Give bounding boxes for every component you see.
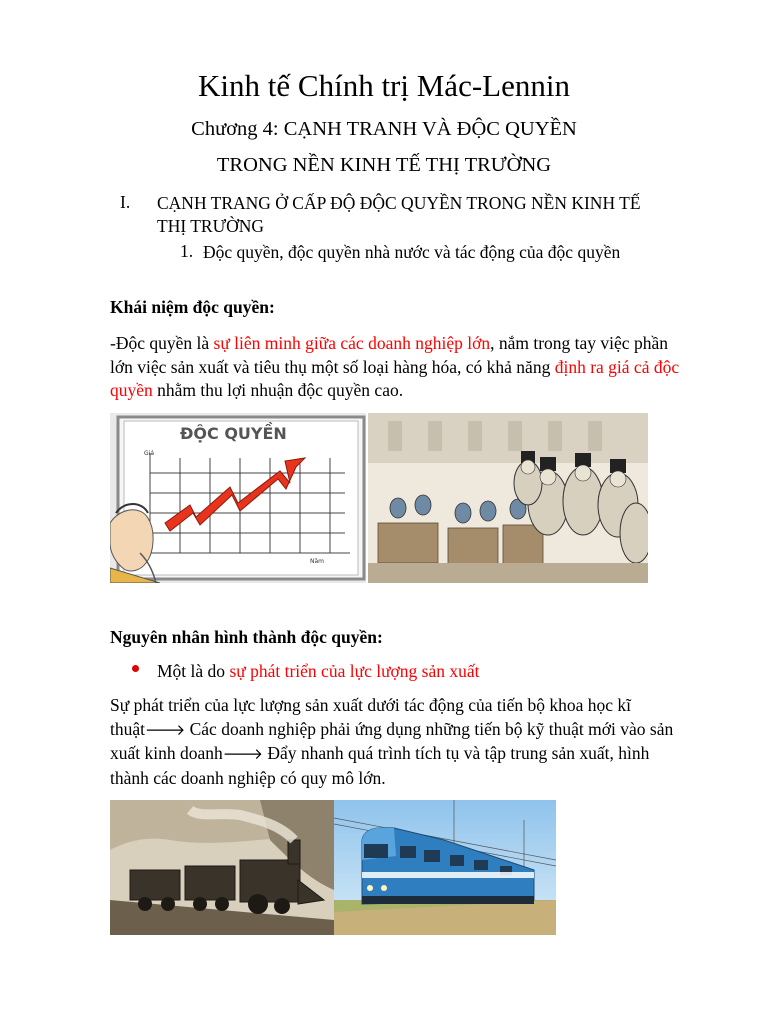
section-heading: CẠNH TRANG Ở CẤP ĐỘ ĐỘC QUYỀN TRONG NỀN KINH TẾ THỊ TRƯỜNG <box>157 193 641 236</box>
right-arrow-icon: 🡒 <box>145 720 186 739</box>
subsection-heading: Độc quyền, độc quyền nhà nước và tác động của độc quyền <box>203 242 621 262</box>
concept-text-2: , nắm trong tay việc phần lớn việc sản xuất và tiêu thụ một số loại hàng hóa, có khả năng <box>110 333 668 377</box>
concept-text-3: nhằm thu lợi nhuận độc quyền cao. <box>152 380 404 400</box>
concept-heading: Khái niệm độc quyền: <box>110 297 275 317</box>
cause-bullet <box>157 661 480 682</box>
causes-text-3: Đẩy nhanh quá trình tích tụ và tập trung sản xuất, hình thành các doanh nghiệp có quy mô lớn. <box>110 743 650 788</box>
chart-title: ĐỘC QUYỀN <box>180 424 287 443</box>
chart-x-label: Năm <box>310 558 325 565</box>
chapter-title-line-1: Chương 4: CẠNH TRANH VÀ ĐỘC QUYỀN <box>191 118 577 140</box>
causes-paragraph <box>110 694 690 790</box>
concept-highlight-1: sự liên minh giữa các doanh nghiệp lớn <box>213 333 491 353</box>
steam-train-image <box>110 800 334 935</box>
chart-y-label: Giá <box>144 450 154 457</box>
cause-bullet-text: Một là do <box>157 661 230 681</box>
electric-train-image <box>334 800 556 935</box>
causes-heading: Nguyên nhân hình thành độc quyền: <box>110 627 383 647</box>
subsection-number: 1. <box>180 241 194 261</box>
section-number: I. <box>120 192 131 212</box>
monopoly-chart-image <box>110 413 366 583</box>
causes-text-1: Sự phát triển của lực lượng sản xuất dưới tác động của tiến bộ khoa học kĩ thuật <box>110 695 632 739</box>
steam-train-illustration <box>110 800 334 935</box>
concept-highlight-2: định ra giá cả độc quyền <box>110 356 680 400</box>
concept-paragraph <box>110 332 690 403</box>
chapter-title-line-2: TRONG NỀN KINH TẾ THỊ TRƯỜNG <box>216 154 552 176</box>
electric-train-illustration <box>334 800 556 935</box>
right-arrow-icon: 🡒 <box>222 745 263 763</box>
causes-text-2: Các doanh nghiệp phải ứng dụng những tiến bộ kỹ thuật mới vào sản xuất kinh doanh <box>110 718 674 763</box>
monopoly-chart-illustration <box>110 413 366 583</box>
cause-bullet-highlight: sự phát triển của lực lượng sản xuất <box>229 661 480 681</box>
senate-cartoon-image <box>368 413 648 583</box>
bullet-icon <box>132 665 139 672</box>
senate-cartoon-illustration <box>368 413 648 583</box>
document-title: Kinh tế Chính trị Mác-Lennin <box>198 68 570 103</box>
concept-text-1: -Độc quyền là <box>110 333 214 353</box>
